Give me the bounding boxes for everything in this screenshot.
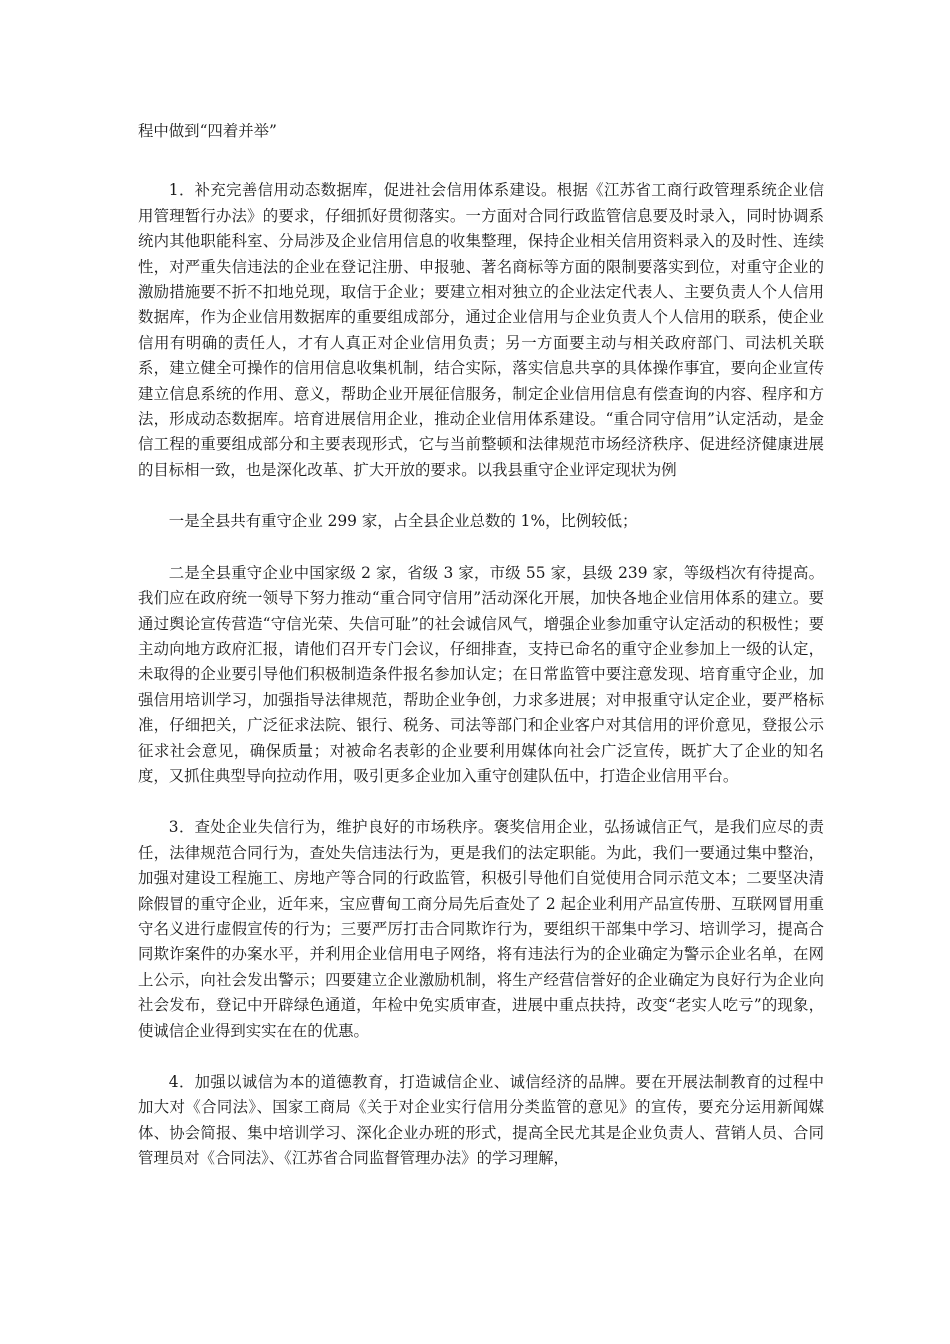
- heading-line: 程中做到“四着并举”: [138, 122, 277, 140]
- paragraph-2: 一是全县共有重守企业 299 家，占全县企业总数的 1%，比例较低；: [168, 512, 638, 531]
- paragraph-3: 二是全县重守企业中国家级 2 家，省级 3 家，市级 55 家，县级 239 家，等级档次有待提高。我们应在政府统一领导下努力推动“重合同守信用”活动深化开展，加快各地企业信用体系的建立。要通过舆论宣传营造“守信光荣、失信可耻”的社会诚信风气，增强企业参加重守认定活动的积极性；要主动向地方政府汇报，请他们召开专门会议，仔细排查，支持已命名的重守企业参加上一级的认定，未取得的企业要引导他们积极制造条件报名参加认定；在日常监管中要注意发现、培育重守企业，加强信用培训学习，加强指导法律规范，帮助企业争创，力求多进展；对申报重守认定企业，要严格标准，仔细把关，广泛征求法院、银行、税务、司法等部门和企业客户对其信用的评价意见，登报公示征求社会意见，确保质量；对被命名表彰的企业要利用媒体向社会广泛宣传，既扩大了企业的知名度，又抓住典型导向拉动作用，吸引更多企业加入重守创建队伍中，打造企业信用平台。: [138, 563, 824, 785]
- document-page: [138, 119, 824, 1172]
- paragraph-5: 4．加强以诚信为本的道德教育，打造诚信企业、诚信经济的品牌。要在开展法制教育的过程中加大对《合同法》、国家工商局《关于对企业实行信用分类监管的意见》的宣传，要充分运用新闻媒体、协会简报、集中培训学习、深化企业办班的形式，提高全民尤其是企业负责人、营销人员、合同管理员对《合同法》、《江苏省合同监督管理办法》的学习理解，: [138, 1073, 824, 1168]
- paragraph-1: 1．补充完善信用动态数据库，促进社会信用体系建设。根据《江苏省工商行政管理系统企业信用管理暂行办法》的要求，仔细抓好贯彻落实。一方面对合同行政监管信息要及时录入，同时协调系统内其他职能科室、分局涉及企业信用信息的收集整理，保持企业相关信用资料录入的及时性、连续性，对严重失信违法的企业在登记注册、申报驰、著名商标等方面的限制要落实到位，对重守企业的激励措施要不折不扣地兑现，取信于企业；要建立相对独立的企业法定代表人、主要负责人个人信用数据库，作为企业信用数据库的重要组成部分，通过企业信用与企业负责人个人信用的联系，使企业信用有明确的责任人，才有人真正对企业信用负责；另一方面要主动与相关政府部门、司法机关联系，建立健全可操作的信用信息收集机制，结合实际，落实信息共享的具体操作事宜，要向企业宣传建立信息系统的作用、意义，帮助企业开展征信服务，制定企业信用信息有偿查询的内容、程序和方法，形成动态数据库。培育进展信用企业，推动企业信用体系建设。“重合同守信用”认定活动，是金信工程的重要组成部分和主要表现形式，它与当前整顿和法律规范市场经济秩序、促进经济健康进展的目标相一致，也是深化改革、扩大开放的要求。以我县重守企业评定现状为例: [138, 181, 824, 479]
- paragraph-4: 3．查处企业失信行为，维护良好的市场秩序。褒奖信用企业，弘扬诚信正气，是我们应尽的责任，法律规范合同行为，查处失信违法行为，更是我们的法定职能。为此，我们一要通过集中整治，加强对建设工程施工、房地产等合同的行政监管，积极引导他们自觉使用合同示范文本；二要坚决清除假冒的重守企业，近年来，宝应曹甸工商分局先后查处了 2 起企业利用产品宣传册、互联网冒用重守名义进行虚假宣传的行为；三要严厉打击合同欺诈行为，要组织干部集中学习、培训学习，提高合同欺诈案件的办案水平，并利用企业信用电子网络，将有违法行为的企业确定为警示企业名单，在网上公示，向社会发出警示；四要建立企业激励机制，将生产经营信誉好的企业确定为良好行为企业向社会发布，登记中开辟绿色通道，年检中免实质审查，进展中重点扶持，改变“老实人吃亏”的现象，使诚信企业得到实实在在的优惠。: [138, 818, 824, 1040]
